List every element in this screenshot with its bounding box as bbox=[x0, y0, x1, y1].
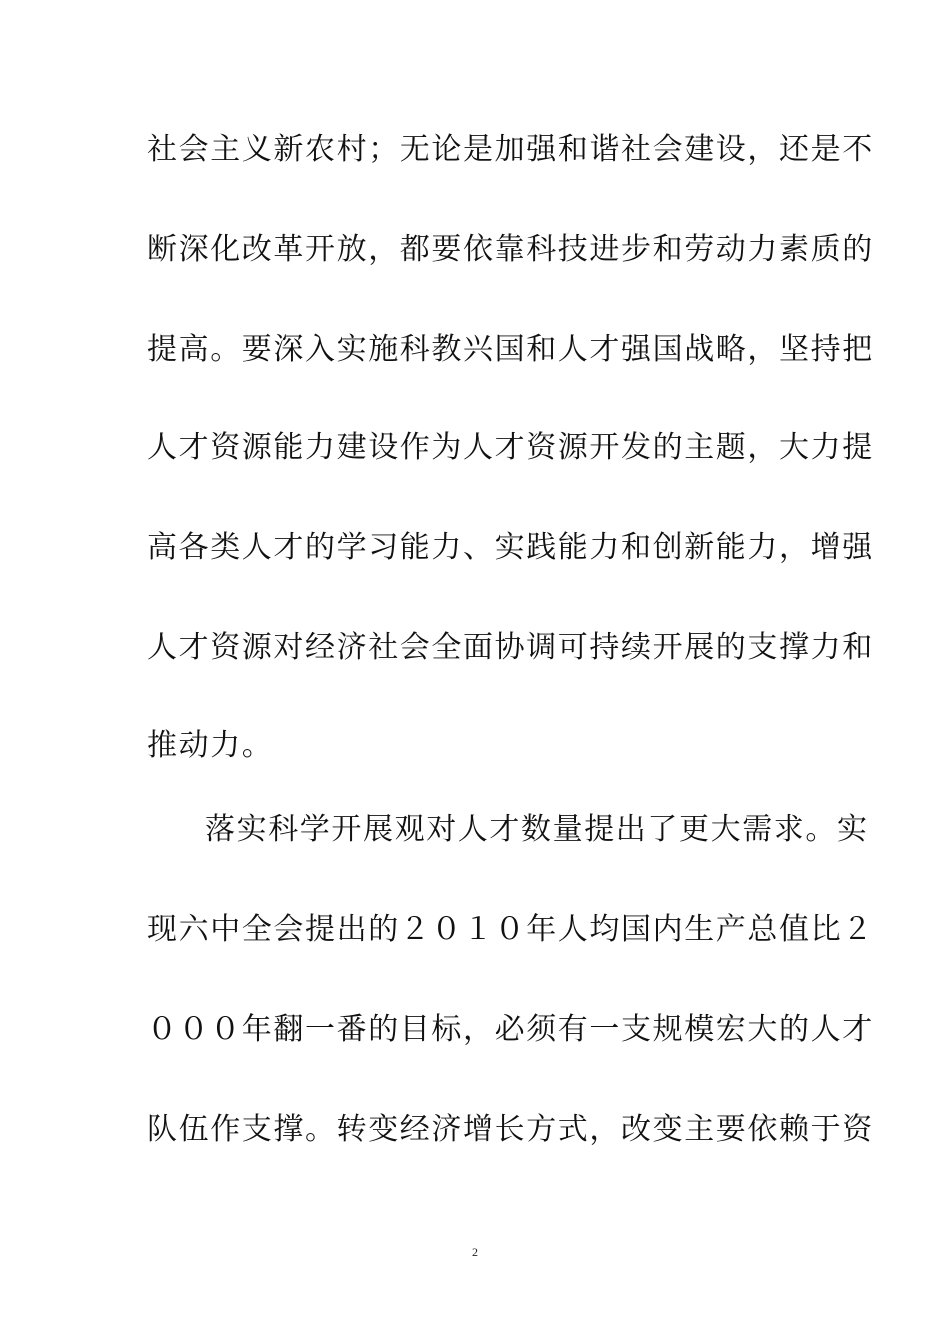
text-line-6: 人才资源对经济社会全面协调可持续开展的支撑力和 bbox=[147, 630, 874, 665]
text-line-5: 高各类人才的学习能力、实践能力和创新能力，增强 bbox=[147, 530, 874, 565]
text-line-10: ０００年翻一番的目标，必须有一支规模宏大的人才 bbox=[147, 1012, 874, 1047]
page-number: 2 bbox=[472, 1245, 478, 1259]
text-line-7: 推动力。 bbox=[147, 728, 274, 763]
text-line-9: 现六中全会提出的２０１０年人均国内生产总值比２ bbox=[147, 912, 874, 947]
text-line-3: 提高。要深入实施科教兴国和人才强国战略，坚持把 bbox=[147, 332, 874, 367]
text-line-4: 人才资源能力建设作为人才资源开发的主题，大力提 bbox=[147, 430, 874, 465]
text-line-2: 断深化改革开放，都要依靠科技进步和劳动力素质的 bbox=[147, 232, 874, 267]
text-line-1: 社会主义新农村；无论是加强和谐社会建设，还是不 bbox=[147, 132, 874, 167]
text-line-8-paragraph-start: 落实科学开展观对人才数量提出了更大需求。实 bbox=[205, 812, 869, 847]
text-line-11: 队伍作支撑。转变经济增长方式，改变主要依赖于资 bbox=[147, 1112, 874, 1147]
